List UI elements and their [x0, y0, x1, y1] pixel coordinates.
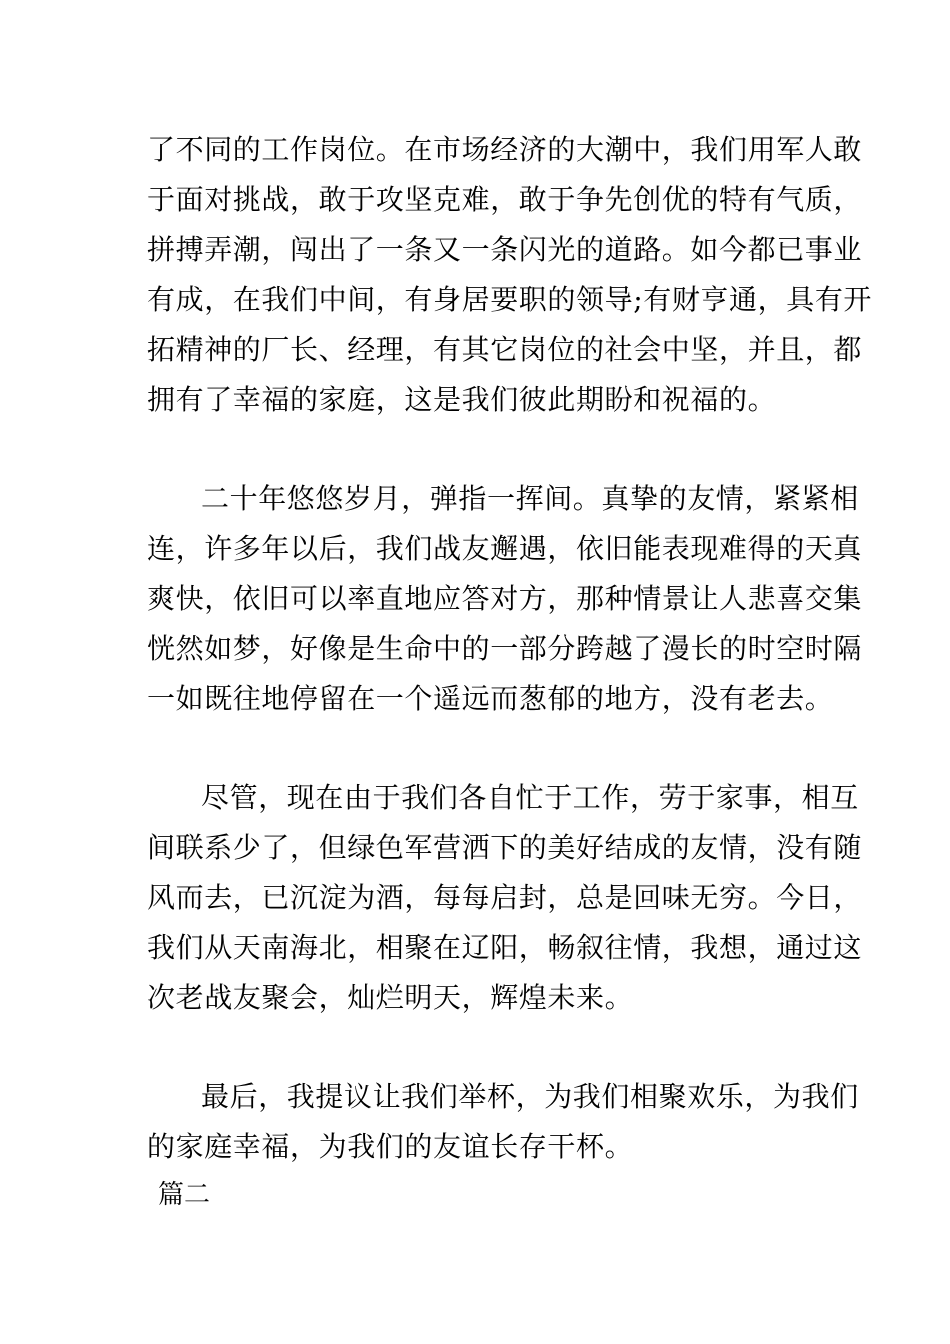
paragraph-3-line-3: 风而去，已沉淀为酒，每每启封，总是回味无穷。今日， — [147, 881, 863, 914]
paragraph-1-line-1: 了不同的工作岗位。在市场经济的大潮中，我们用军人敢 — [147, 133, 863, 166]
paragraph-4-line-2: 的家庭幸福，为我们的友谊长存干杯。 — [147, 1130, 634, 1163]
paragraph-3-line-1: 尽管，现在由于我们各自忙于工作，劳于家事，相互 — [201, 781, 859, 814]
paragraph-3-line-5: 次老战友聚会，灿烂明天，辉煌未来。 — [147, 981, 634, 1014]
paragraph-1-line-3: 拼搏弄潮，闯出了一条又一条闪光的道路。如今都已事业 — [147, 233, 863, 266]
paragraph-2-line-5: 一如既往地停留在一个遥远而葱郁的地方，没有老去。 — [147, 682, 834, 715]
paragraph-4-line-1: 最后，我提议让我们举杯，为我们相聚欢乐，为我们 — [201, 1080, 859, 1113]
paragraph-3-line-2: 间联系少了，但绿色军营洒下的美好结成的友情，没有随 — [147, 831, 863, 864]
paragraph-2-line-1: 二十年悠悠岁月，弹指一挥间。真挚的友情，紧紧相 — [201, 482, 859, 515]
paragraph-1-line-2: 于面对挑战，敢于攻坚克难，敢于争先创优的特有气质， — [147, 183, 863, 216]
paragraph-1-line-5: 拓精神的厂长、经理，有其它岗位的社会中坚，并且，都 — [147, 333, 863, 366]
paragraph-1-line-6: 拥有了幸福的家庭，这是我们彼此期盼和祝福的。 — [147, 383, 777, 416]
paragraph-1-line-4: 有成，在我们中间，有身居要职的领导;有财亨通，具有开 — [147, 283, 873, 316]
paragraph-2-line-2: 连，许多年以后，我们战友邂遇，依旧能表现难得的天真 — [147, 532, 863, 565]
paragraph-3-line-4: 我们从天南海北，相聚在辽阳，畅叙往情，我想，通过这 — [147, 931, 863, 964]
section-heading: 篇二 — [158, 1180, 211, 1210]
paragraph-2-line-4: 恍然如梦，好像是生命中的一部分跨越了漫长的时空时隔 — [147, 632, 863, 665]
paragraph-2-line-3: 爽快，依旧可以率直地应答对方，那种情景让人悲喜交集 — [147, 582, 863, 615]
